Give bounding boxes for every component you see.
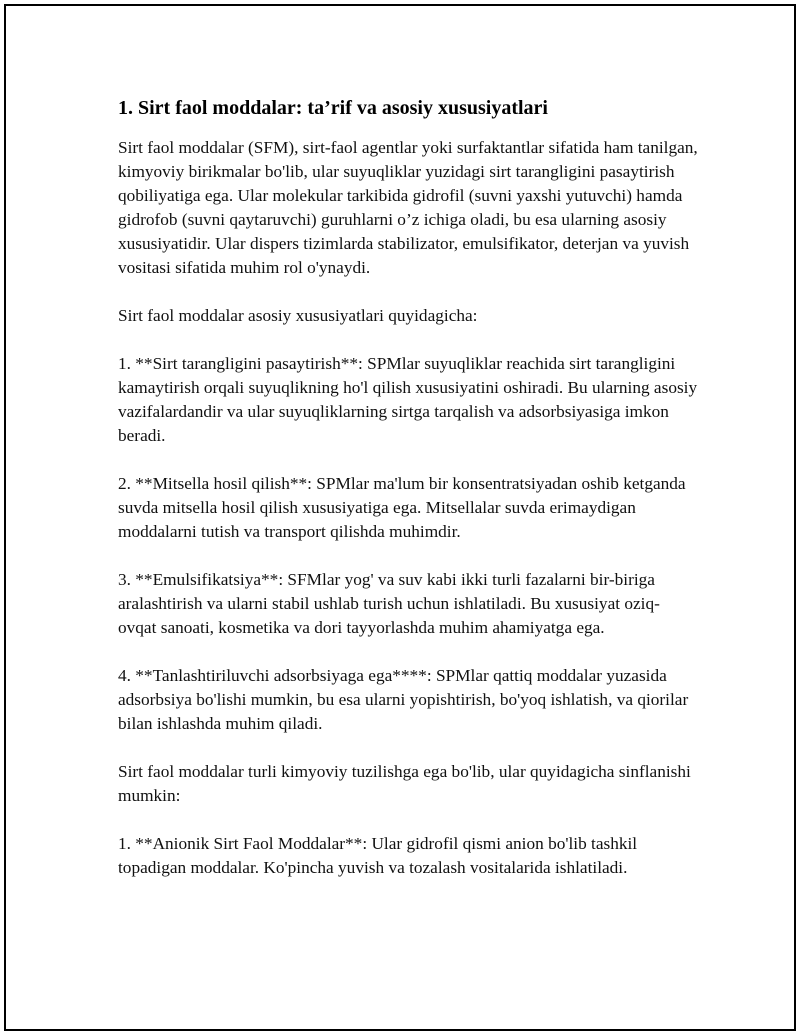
paragraph-property-4: 4. **Tanlashtiriluvchi adsorbsiyaga ega****: SPMlar qattiq moddalar yuzasida adsorbsiya bo'lishi mumkin, bu esa ularni yopishtirish, bo'yoq ishlatish, va qiorilar bilan ishlashda muhim qiladi. (118, 666, 689, 733)
paragraph-properties-intro: Sirt faol moddalar asosiy xususiyatlari quyidagicha: (118, 306, 478, 325)
paragraph-property-3: 3. **Emulsifikatsiya**: SFMlar yog' va suv kabi ikki turli fazalarni bir-biriga aralashtirish va ularni stabil ushlab turish uchun ishlatiladi. Bu xususiyat oziq-ovqat sanoati, kosmetika va dori tayyorlashda muhim ahamiyatga ega. (118, 570, 660, 637)
paragraph-class-1: 1. **Anionik Sirt Faol Moddalar**: Ular gidrofil qismi anion bo'lib tashkil topadigan moddalar. Ko'pincha yuvish va tozalash vositalarida ishlatiladi. (118, 834, 638, 877)
document-body (118, 94, 698, 904)
paragraph-definition: Sirt faol moddalar (SFM), sirt-faol agentlar yoki surfaktantlar sifatida ham tanilgan, kimyoviy birikmalar bo'lib, ular suyuqliklar yuzidagi sirt tarangligini pasaytirish qobiliyatiga ega. Ular molekular tarkibida gidrofil (suvni yaxshi yutuvchi) hamda gidrofob (suvni qaytaruvchi) guruhlarni o’z ichiga oladi, bu esa ularning asosiy xususiyatidir. Ular dispers tizimlarda stabilizator, emulsifikator, deterjan va yuvish vositasi sifatida muhim rol o'ynaydi. (118, 138, 698, 277)
paragraph-property-1: 1. **Sirt tarangligini pasaytirish**: SPMlar suyuqliklar reachida sirt tarangligini kamaytirish orqali suyuqlikning ho'l qilish xususiyatini oshiradi. Bu ularning asosiy vazifalardandir va ular suyuqliklarning sirtga tarqalish va adsorbsiyasiga imkon beradi. (118, 354, 698, 445)
section-heading: 1. Sirt faol moddalar: ta’rif va asosiy xususiyatlari (118, 97, 548, 119)
paragraph-classification-intro: Sirt faol moddalar turli kimyoviy tuzilishga ega bo'lib, ular quyidagicha sinflanishi mumkin: (118, 762, 691, 805)
paragraph-property-2: 2. **Mitsella hosil qilish**: SPMlar ma'lum bir konsentratsiyadan oshib ketganda suvda mitsella hosil qilish xususiyatiga ega. Mitsellalar suvda erimaydigan moddalarni tutish va transport qilishda muhimdir. (118, 474, 686, 541)
